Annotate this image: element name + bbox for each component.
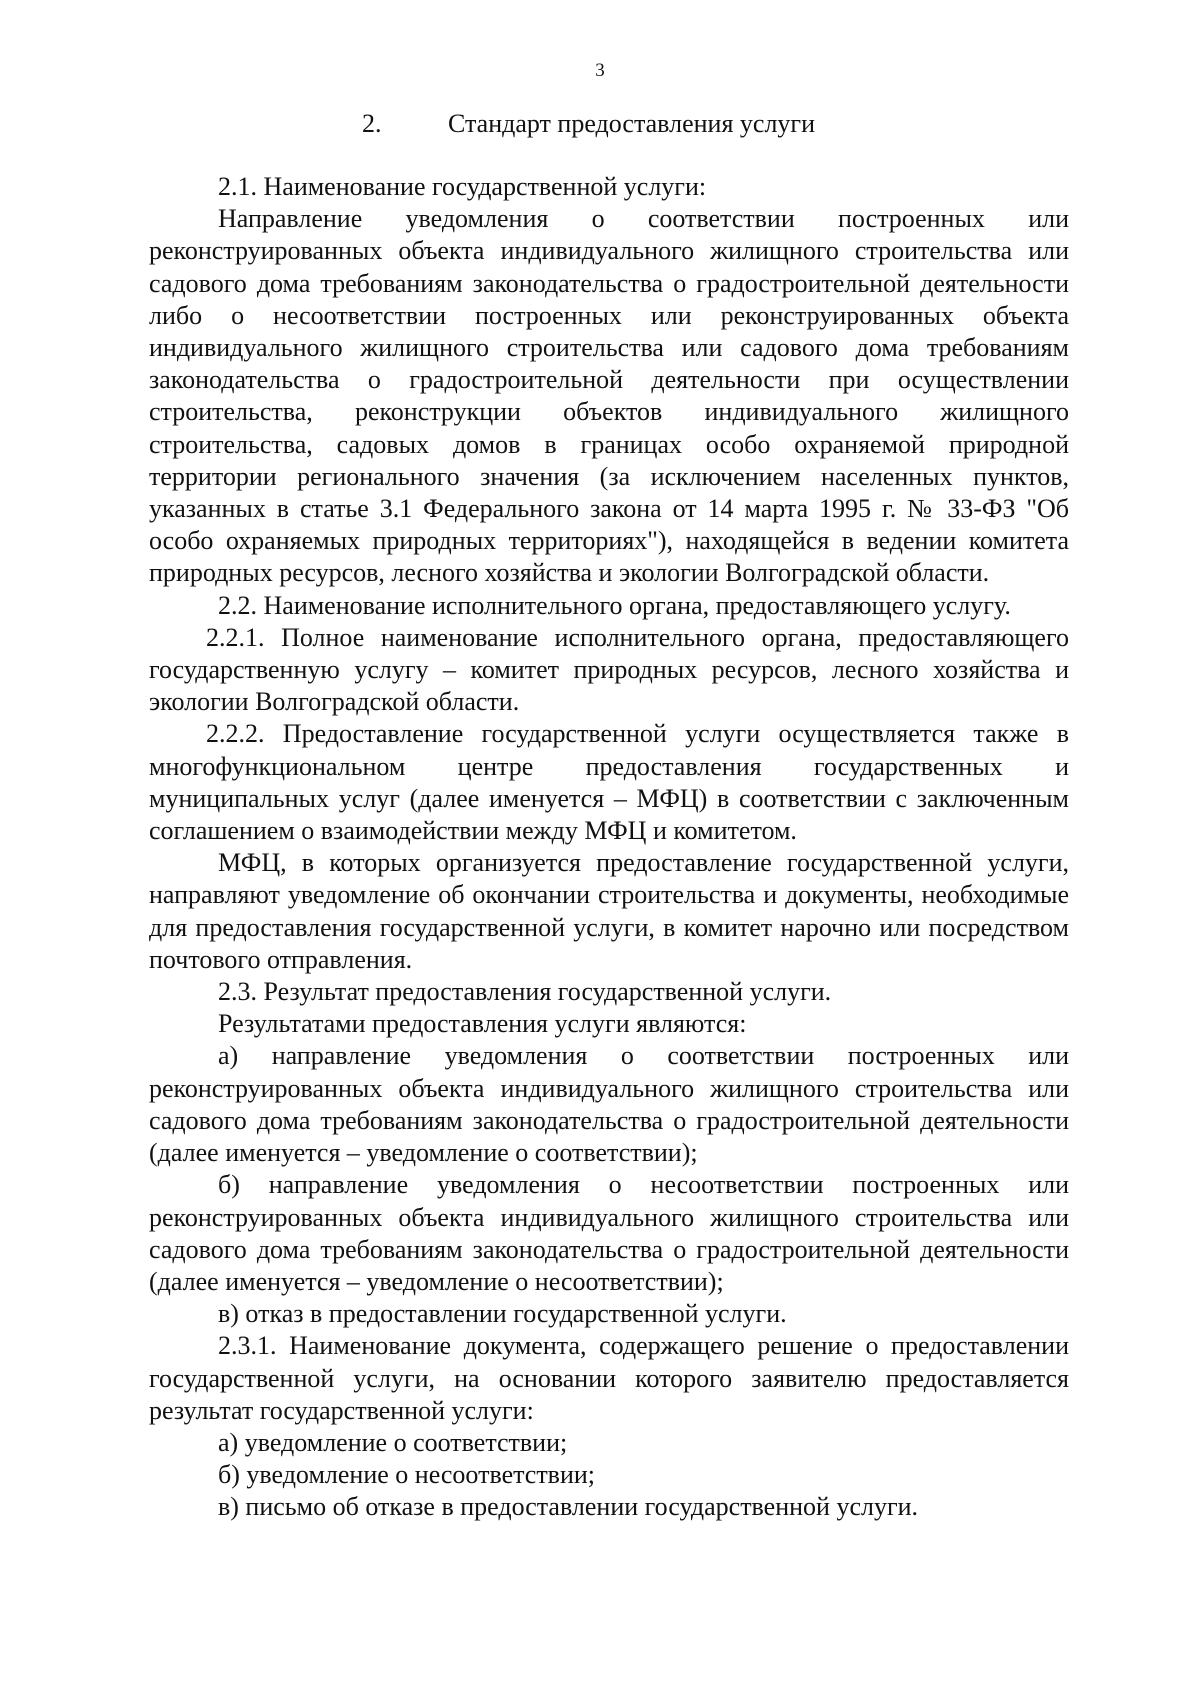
paragraph-2-2-1: 2.2.1. Полное наименование исполнительного органа, предоставляющего государственную услугу – комитет природных ресурсов, лесного хозяйства и экологии Волгоградской области. — [149, 622, 1069, 717]
paragraph-doc-v: в) письмо об отказе в предоставлении государственной услуги. — [218, 1492, 919, 1522]
paragraph-2-2-2: 2.2.2. Предоставление государственной услуги осуществляется также в многофункциональном центре предоставления государственных и муниципальных услуг (далее именуется – МФЦ) в соответствии с заключенным соглашением о взаимодействии между МФЦ и комитетом. — [149, 719, 1069, 846]
paragraph-doc-b: б) уведомление о несоответствии; — [218, 1460, 596, 1490]
paragraph-result-a: а) направление уведомления о соответствии построенных или реконструированных объекта индивидуального жилищного строительства или садового дома требованиям законодательства о градостроительной деятельности (далее именуется – уведомление о соответствии); — [149, 1041, 1069, 1168]
paragraph-result-b: б) направление уведомления о несоответствии построенных или реконструированных объекта индивидуального жилищного строительства или садового дома требованиям законодательства о градостроительной деятельности (далее именуется – уведомление о несоответствии); — [149, 1170, 1069, 1296]
paragraph-2-1: 2.1. Наименование государственной услуги: — [218, 172, 707, 201]
paragraph-mfc: МФЦ, в которых организуется предоставление государственной услуги, направляют уведомление об окончании строительства и документы, необходимые для предоставления государственной услуги, в комитет нарочно или посредством почтового отправления. — [149, 848, 1069, 974]
section-title: Стандарт предоставления услуги — [448, 109, 815, 138]
paragraph-service-name: Направление уведомления о соответствии построенных или реконструированных объекта индивидуального жилищного строительства или садового дома требованиям законодательства о градостроительной деятельности либо о несоответствии построенных или реконструированных объекта индивидуального жилищного строительства или садового дома требованиям законодательства о градостроительной деятельности при осуществлении строительства, реконструкции объектов индивидуального жилищного строительства, садовых домов в границах особо охраняемой природной территории регионального значения (за исключением населенных пунктов, указанных в статье 3.1 Федерального закона от 14 марта 1995 г. № 33-ФЗ "Об особо охраняемых природных территориях"), находящейся в ведении комитета природных ресурсов, лесного хозяйства и экологии Волгоградской области. — [149, 204, 1069, 588]
paragraph-doc-a: а) уведомление о соответствии; — [218, 1427, 568, 1457]
paragraph-2-3-1: 2.3.1. Наименование документа, содержащего решение о предоставлении государственной услуги, на основании которого заявителю предоставляется результат государственной услуги: — [149, 1331, 1069, 1425]
paragraph-2-2: 2.2. Наименование исполнительного органа, предоставляющего услугу. — [218, 590, 1011, 620]
paragraph-result-v: в) отказ в предоставлении государственной услуги. — [218, 1299, 787, 1329]
document-body — [149, 171, 1069, 1524]
page-number: 3 — [595, 60, 605, 81]
paragraph-2-3: 2.3. Результат предоставления государственной услуги. — [218, 977, 832, 1007]
section-number: 2. — [362, 109, 382, 138]
paragraph-results-intro: Результатами предоставления услуги являются: — [218, 1009, 747, 1039]
